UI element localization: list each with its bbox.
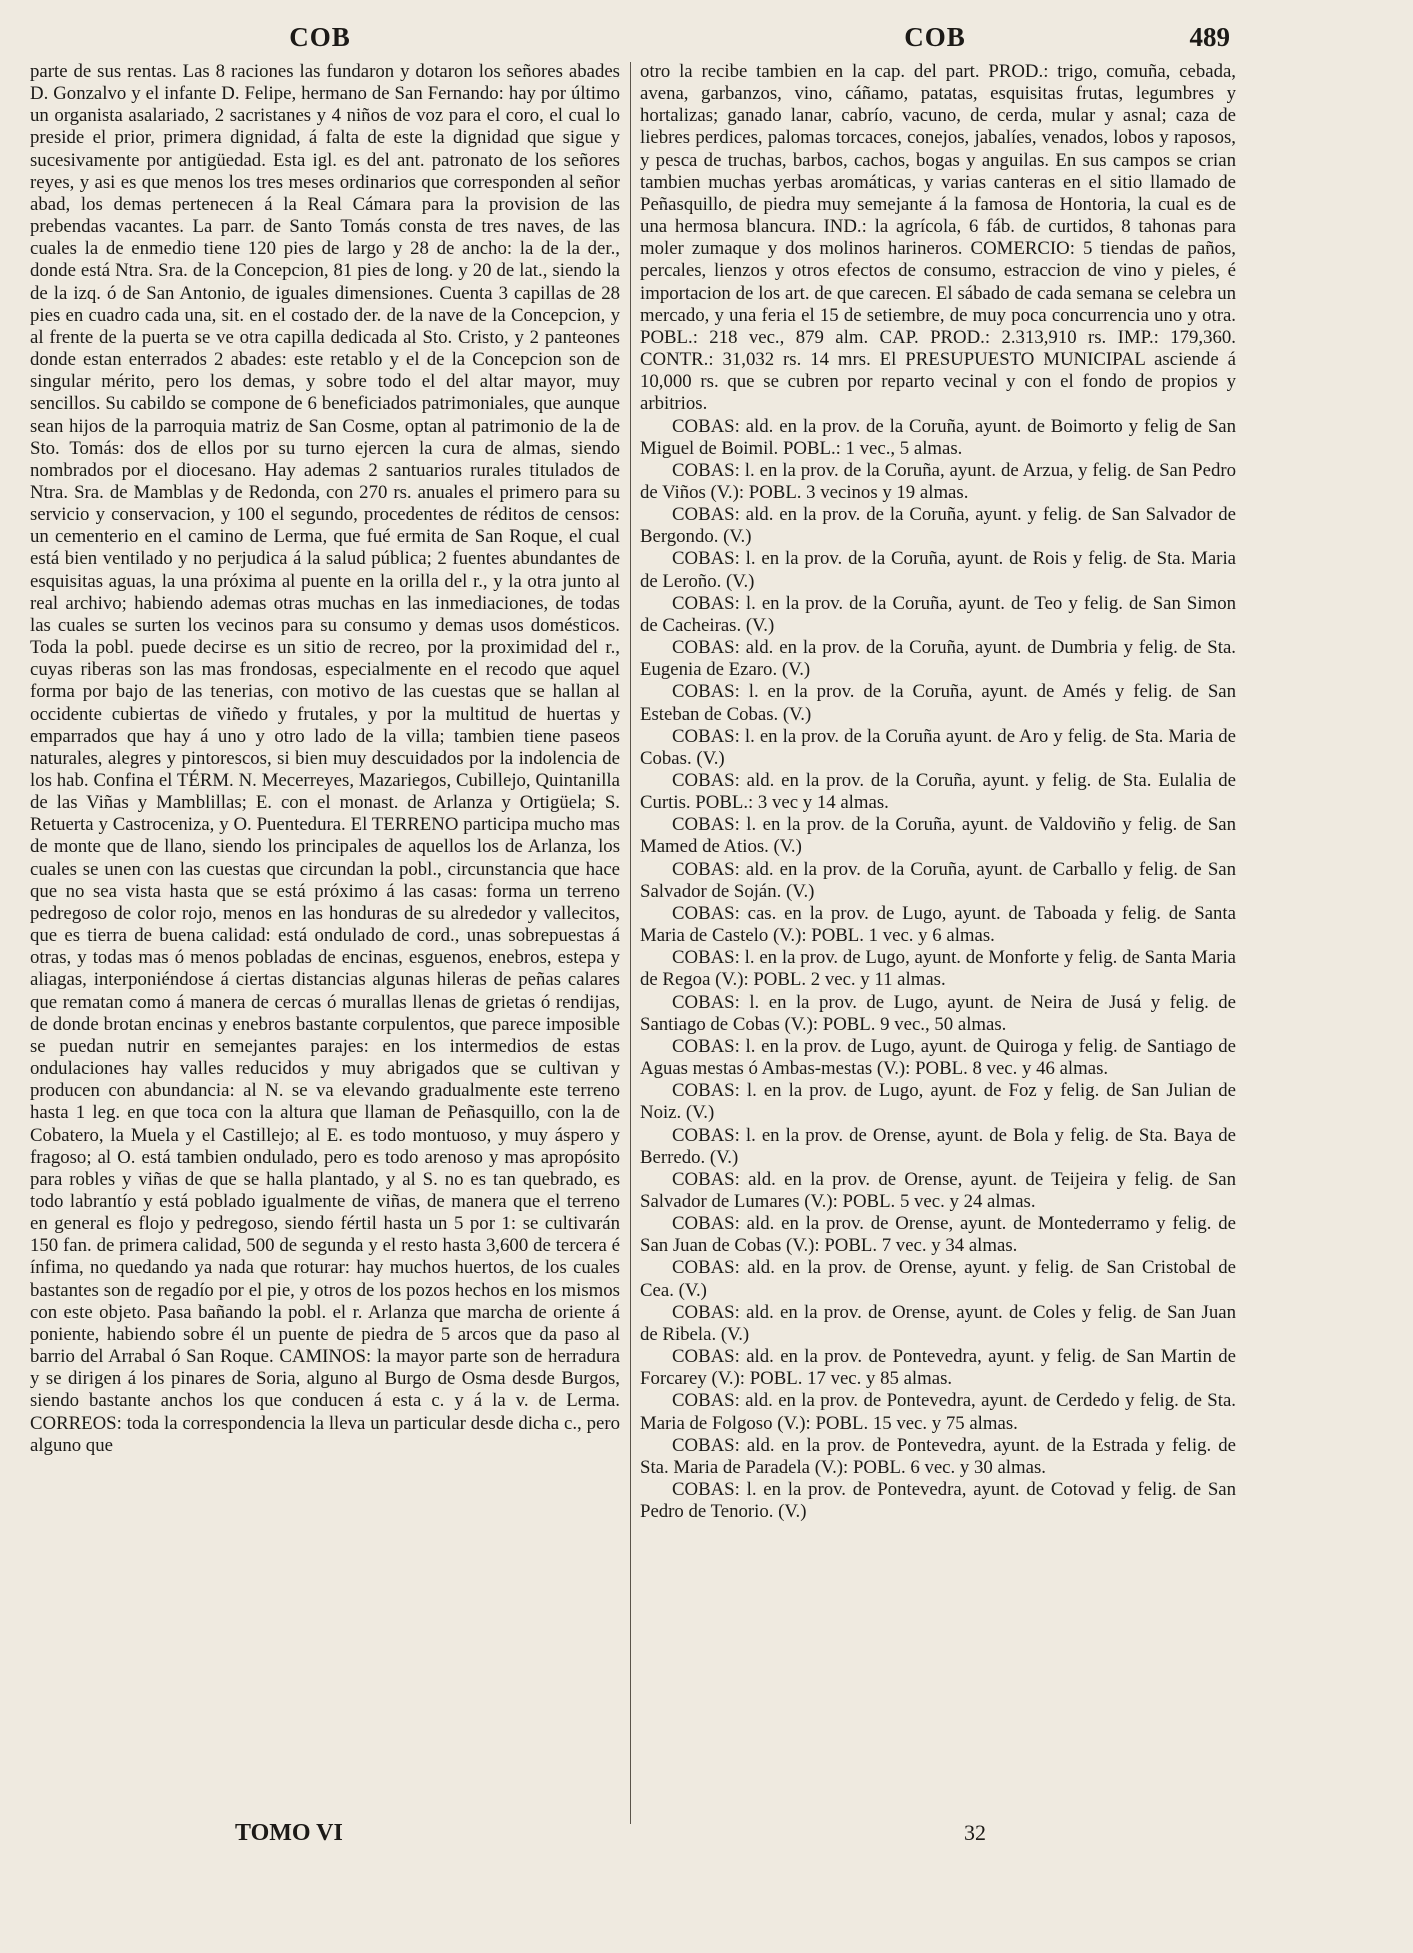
dictionary-entry: COBAS: l. en la prov. de la Coruña, ayunt. de Rois y felig. de Sta. Maria de Leroño. (V.) bbox=[640, 548, 1236, 592]
dictionary-entry: COBAS: ald. en la prov. de la Coruña, ayunt. de Dumbria y felig. de Sta. Eugenia de Ezaro. (V.) bbox=[640, 637, 1236, 681]
dictionary-entry: COBAS: ald. en la prov. de la Coruña, ayunt. de Carballo y felig. de San Salvador de Soján. (V.) bbox=[640, 858, 1236, 902]
dictionary-entry: COBAS: ald. en la prov. de Pontevedra, ayunt. de la Estrada y felig. de Sta. Maria de Paradela (V.): POBL. 6 vec. y 30 almas. bbox=[640, 1434, 1236, 1478]
dictionary-entry: COBAS: l. en la prov. de Lugo, ayunt. de Quiroga y felig. de Santiago de Aguas mestas ó Ambas-mestas (V.): POBL. 8 vec. y 46 almas. bbox=[640, 1035, 1236, 1080]
dictionary-entry: COBAS: l. en la prov. de Lugo, ayunt. de Monforte y felig. de Santa Maria de Regoa (V.): POBL. 2 vec. y 11 almas. bbox=[640, 947, 1236, 991]
dictionary-entry: COBAS: ald. en la prov. de Orense, ayunt. de Teijeira y felig. de San Salvador de Lumares (V.): POBL. 5 vec. y 24 almas. bbox=[640, 1168, 1236, 1212]
dictionary-entry: COBAS: ald. en la prov. de Orense, ayunt. de Montederramo y felig. de San Juan de Cobas (V.): POBL. 7 vec. y 34 almas. bbox=[640, 1213, 1236, 1257]
paragraph: otro la recibe tambien en la cap. del part. PROD.: trigo, comuña, cebada, avena, garbanzos, vino, cáñamo, patatas, esquisitas frutas, legumbres y hortalizas; ganado lanar, cabrío, vacuno, de cerda, mular y asnal; caza de liebres perdices, palomas torcaces, conejos, jabalíes, venados, lobos y raposos, y pesca de truchas, barbos, cachos, bogas y anguilas. En sus campos se crian tambien muchas yerbas aromáticas, y varias canteras en el sitio llamado de Peñasquillo, de piedra muy semejante á la famosa de Hontoria, la cual es de una hermosa blancura. IND.: la agrícola, 6 fáb. de curtidos, 8 tahonas para moler zumaque y dos molinos harineros. COMERCIO: 5 tiendas de paños, percales, lienzos y otros efectos de consumo, estraccion de vino y pieles, é importacion de los art. de que carecen. El sábado de cada semana se celebra un mercado, y una feria el 15 de setiembre, de muy poca concurrencia uno y otra. POBL.: 218 vec., 879 alm. CAP. PROD.: 2.313,910 rs. IMP.: 179,360. CONTR.: 31,032 rs. 14 mrs. El PRESUPUESTO MUNICIPAL asciende á 10,000 rs. que se cubren por reparto vecinal y con el fondo de propios y arbitrios. bbox=[640, 61, 1236, 415]
dictionary-entry: COBAS: l. en la prov. de la Coruña, ayunt. de Arzua, y felig. de San Pedro de Viños (V.): POBL. 3 vecinos y 19 almas. bbox=[640, 459, 1236, 503]
running-head-right: COB bbox=[904, 22, 966, 52]
dictionary-entry: COBAS: ald. en la prov. de la Coruña, ayunt. de Boimorto y felig de San Miguel de Boimil. POBL.: 1 vec., 5 almas. bbox=[640, 415, 1236, 459]
dictionary-entry: COBAS: l. en la prov. de la Coruña, ayunt. de Valdoviño y felig. de San Mamed de Atios. (V.) bbox=[640, 814, 1236, 858]
column-divider bbox=[630, 62, 631, 1824]
dictionary-entry: COBAS: l. en la prov. de la Coruña, ayunt. de Teo y felig. de San Simon de Cacheiras. (V.) bbox=[640, 592, 1236, 636]
running-head-left: COB bbox=[289, 22, 351, 52]
dictionary-entry: COBAS: l. en la prov. de Lugo, ayunt. de Foz y felig. de San Julian de Noiz. (V.) bbox=[640, 1080, 1236, 1124]
dictionary-entry: COBAS: l. en la prov. de la Coruña, ayunt. de Amés y felig. de San Esteban de Cobas. (V.) bbox=[640, 681, 1236, 725]
left-column bbox=[30, 61, 620, 1823]
dictionary-entry: COBAS: ald. en la prov. de Orense, ayunt. y felig. de San Cristobal de Cea. (V.) bbox=[640, 1257, 1236, 1301]
signature-mark: 32 bbox=[964, 1820, 986, 1845]
dictionary-entry: COBAS: l. en la prov. de Lugo, ayunt. de Neira de Jusá y felig. de Santiago de Cobas (V.): POBL. 9 vec., 50 almas. bbox=[640, 991, 1236, 1035]
dictionary-entry: COBAS: ald. en la prov. de la Coruña, ayunt. y felig. de San Salvador de Bergondo. (V.) bbox=[640, 504, 1236, 548]
dictionary-entry: COBAS: ald. en la prov. de Orense, ayunt. de Coles y felig. de San Juan de Ribela. (V.) bbox=[640, 1301, 1236, 1345]
paragraph: parte de sus rentas. Las 8 raciones las fundaron y dotaron los señores abades D. Gonzalvo y el infante D. Felipe, hermano de San Fernando: hay por último un organista asalariado, 2 sacristanes y 4 niños de voz para el coro, el cual lo preside el prior, primera dignidad, á falta de este la dignidad que sigue y sucesivamente por antigüedad. Esta igl. es del ant. patronato de los señores reyes, y asi es que menos los tres meses ordinarios que corresponden al señor abad, los demas pertenecen á la Real Cámara para la provision de las prebendas vacantes. La parr. de Santo Tomás consta de tres naves, de las cuales la de enmedio tiene 120 pies de largo y 28 de ancho: la de la der., donde está Ntra. Sra. de la Concepcion, 81 pies de long. y 20 de lat., siendo la de la izq. ó de San Antonio, de iguales dimensiones. Cuenta 3 capillas de 28 pies en cuadro cada una, sit. en el costado der. de la nave de la Concepcion, y al frente de la puerta se ve otra capilla dedicada al Sto. Cristo, y 2 panteones donde estan enterrados 2 abades: este retablo y el de la Concepcion son de singular mérito, pero los demas, y sobre todo el del altar mayor, muy sencillos. Su cabildo se compone de 6 beneficiados patrimoniales, que aunque sean hijos de la parroquia matriz de San Cosme, optan al patrimonio de la de Sto. Tomás: dos de ellos por su turno ejercen la cura de almas, siendo nombrados por el diocesano. Hay ademas 2 santuarios rurales titulados de Ntra. Sra. de Mamblas y de Redonda, con 270 rs. anuales el primero para su servicio y conservacion, y 100 el segundo, procedentes de réditos de censos: un cementerio en el camino de Lerma, que fué ermita de San Roque, el cual está bien ventilado y no perjudica á la salud pública; 2 fuentes abundantes de esquisitas aguas, la una próxima al puente en la orilla del r., y la otra junto al real archivo; habiendo ademas otras muchas en las inmediaciones, de todas las cuales se surten los vecinos para su consumo y demas usos domésticos. Toda la pobl. puede decirse es un sitio de recreo, por la proximidad del r., cuyas riberas son las mas frondosas, especialmente en el recodo que aquel forma por bajo de las tenerias, con motivo de las cuestas que se hallan al occidente cubiertas de viñedo y frutales, y por la multitud de huertas y emparrados que hay á uno y otro lado de la villa; tambien tiene paseos naturales, alegres y pintorescos, si bien muy descuidados por la indolencia de los hab. Confina el TÉRM. N. Mecerreyes, Mazariegos, Cubillejo, Quintanilla de las Viñas y Mamblillas; E. con el monast. de Arlanza y Ortigüela; S. Retuerta y Castroceniza, y O. Puentedura. El TERRENO participa mucho mas de monte que de llano, siendo los principales de aquellos los de Arlanza, los cuales se unen con las cuestas que circundan la pobl., circunstancia que hace que no sea vista hasta que se está próximo á las casas: forma un terreno pedregoso de color rojo, menos en las honduras de su alrededor y vallecitos, que es tierra de buena calidad: está ondulado de cord., unas sobrepuestas á otras, y todas mas ó menos pobladas de encinas, esguenos, enebros, estepa y aliagas, interponiéndose á ciertas distancias algunas hileras de peñas calares que rematan como á manera de cercas ó murallas llenas de grietas ó rendijas, de donde brotan encinas y enebros bastante corpulentos, que parece imposible se puedan nutrir en semejantes parajes: en los intermedios de estas ondulaciones hay valles reducidos y muy abrigados que se cultivan y producen con abundancia: al N. se va elevando gradualmente este terreno hasta 1 leg. en que toca con la altura que llaman de Peñasquillo, con la de Cobatero, la Muela y el Castillejo; al E. es todo montuoso, y muy áspero y fragoso; al O. está tambien ondulado, pero es todo arenoso y mas apropósito para robles y viñas de que se halla plantado, y al S. no es tan quebrado, es todo labrantío y está poblado igualmente de viñas, de manera que el terreno en general es flojo y pedregoso, siendo fértil hasta un 5 por 1: se cultivarán 150 fan. de primera calidad, 500 de segunda y el resto hasta 3,600 de tercera é ínfima, no quedando ya nada que roturar: hay muchos huertos, de los cuales bastantes son de regadío por el pie, y otros de los pozos hechos en los mismos con este objeto. Pasa bañando la pobl. el r. Arlanza que marcha de oriente á poniente, habiendo sobre él un puente de piedra de 5 arcos que da paso al barrio del Arrabal ó San Roque. CAMINOS: la mayor parte son de herradura y se dirigen á los pinares de Soria, alguno al Burgo de Osma desde Burgos, siendo bastante anchos los que conducen á esta c. y á la v. de Lerma. CORREOS: toda la correspondencia la lleva un particular desde dicha c., pero alguno que bbox=[30, 61, 620, 1456]
right-column bbox=[640, 61, 1236, 1823]
dictionary-entry: COBAS: ald. en la prov. de la Coruña, ayunt. y felig. de Sta. Eulalia de Curtis. POBL.: 3 vec y 14 almas. bbox=[640, 770, 1236, 814]
dictionary-entry: COBAS: l. en la prov. de la Coruña ayunt. de Aro y felig. de Sta. Maria de Cobas. (V.) bbox=[640, 725, 1236, 769]
page-number: 489 bbox=[1189, 22, 1230, 52]
dictionary-entry: COBAS: l. en la prov. de Orense, ayunt. de Bola y felig. de Sta. Baya de Berredo. (V.) bbox=[640, 1124, 1236, 1168]
dictionary-entry: COBAS: l. en la prov. de Pontevedra, ayunt. de Cotovad y felig. de San Pedro de Tenorio. (V.) bbox=[640, 1479, 1236, 1523]
dictionary-entry: COBAS: ald. en la prov. de Pontevedra, ayunt. y felig. de San Martin de Forcarey (V.): POBL. 17 vec. y 85 almas. bbox=[640, 1346, 1236, 1390]
dictionary-entry: COBAS: cas. en la prov. de Lugo, ayunt. de Taboada y felig. de Santa Maria de Castelo (V.): POBL. 1 vec. y 6 almas. bbox=[640, 902, 1236, 947]
volume-label: TOMO VI bbox=[235, 1820, 343, 1846]
dictionary-entry: COBAS: ald. en la prov. de Pontevedra, ayunt. de Cerdedo y felig. de Sta. Maria de Folgoso (V.): POBL. 15 vec. y 75 almas. bbox=[640, 1390, 1236, 1434]
